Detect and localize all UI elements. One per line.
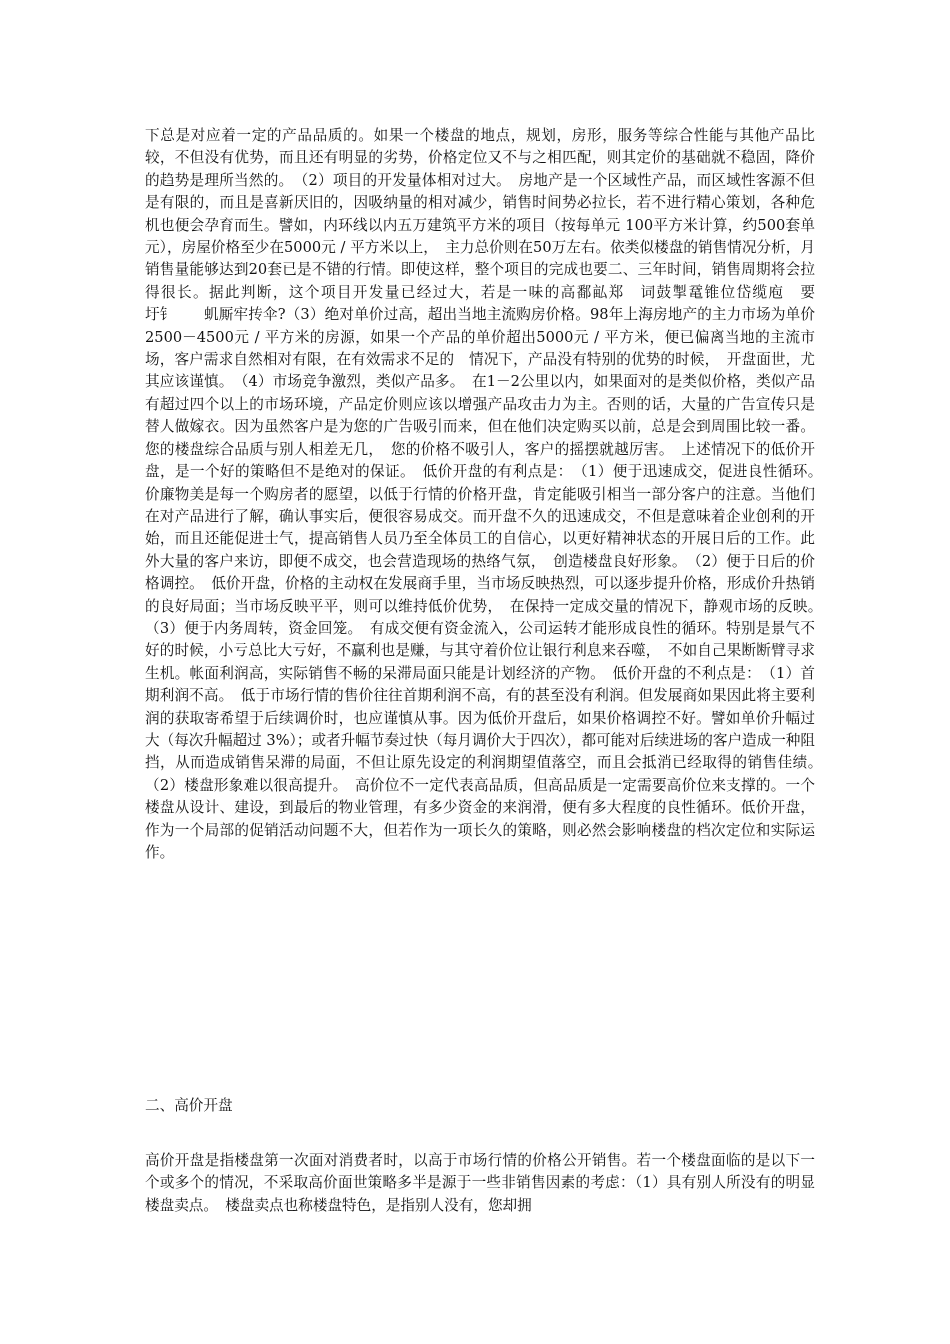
body-paragraph-2: 高价开盘是指楼盘第一次面对消费者时，以高于市场行情的价格公开销售。若一个楼盘面临的是以下一个或多个的情况，不采取高价面世策略多半是源于一些非销售因素的考虑：（1）具有别人所没有的明显楼盘卖点。 楼盘卖点也称楼盘特色，是指别人没有，您却拥: [145, 1152, 815, 1214]
body-paragraph: 下总是对应着一定的产品品质的。如果一个楼盘的地点，规划，房形，服务等综合性能与其他产品比较，不但没有优势，而且还有明显的劣势，价格定位又不与之相匹配，则其定价的基础就不稳固，降价的趋势是理所当然的。 （2）项目的开发量体相对过大。 房地产是一个区域性产品，而区域性客源不但是有限的，而且是喜新厌旧的，因吸纳量的相对减少，销售时间势必拉长，若不进行精心策划，各种危机也便会孕育而生。譬如，内环线以内五万建筑平方米的项目（按每单元 100平方米计算，约500套单元），房屋价格至少在5000元 / 平方米以上， 主力总价则在50万左右。依类似楼盘的销售情况分析，月销售量能够达到20套已是不错的行情。即使这样，整个项目的完成也要二、三年时间，销售周期将会拉得很长。据此判断，这个项目开发量已经过大，若是一味的高鄱畆郑 词鼓掣鼋锥位岱缆庖 要 圩钅 虮厮牢抟伞?（3）绝对单价过高，超出当地主流购房价格。98年上海房地产的主力市场为单价2500－4500元 / 平方米的房源，如果一个产品的单价超出5000元 / 平方米，便已偏离当地的主流市场，客户需求自然相对有限，在有效需求不足的 情况下，产品没有特别的优势的时候， 开盘面世，尤其应该谨慎。 （4）市场竞争激烈，类似产品多。 在1－2公里以内，如果面对的是类似价格，类似产品有超过四个以上的市场环境，产品定价则应该以增强产品攻击力为主。否则的话，大量的广告宣传只是替人做嫁衣。因为虽然客户是为您的广告吸引而来，但在他们决定购买以前，总是会到周围比较一番。您的楼盘综合品质与别人相差无几， 您的价格不吸引人，客户的摇摆就越厉害。 上述情况下的低价开盘，是一个好的策略但不是绝对的保证。 低价开盘的有利点是： （1）便于迅速成交，促进良性循环。 价廉物美是每一个购房者的愿望，以低于行情的价格开盘，肯定能吸引相当一部分客户的注意。当他们在对产品进行了解，确认事实后，便很容易成交。而开盘不久的迅速成交，不但是意味着企业创利的开始，而且还能促进士气，提高销售人员乃至全体员工的自信心，以更好精神状态的开展日后的工作。此外大量的客户来访，即便不成交，也会营造现场的热络气氛， 创造楼盘良好形象。 （2）便于日后的价格调控。 低价开盘，价格的主动权在发展商手里，当市场反映热烈，可以逐步提升价格，形成价升热销的良好局面；当市场反映平平，则可以维持低价优势， 在保持一定成交量的情况下，静观市场的反映。 （3）便于内务周转，资金回笼。 有成交便有资金流入，公司运转才能形成良性的循环。特别是景气不好的时候，小亏总比大亏好，不赢利也是赚，与其守着价位让银行利息来吞噬， 不如自己果断断臂寻求生机。帐面利润高，实际销售不畅的呆滞局面只能是计划经济的产物。 低价开盘的不利点是： （1）首期利润不高。 低于市场行情的售价往往首期利润不高，有的甚至没有利润。但发展商如果因此将主要利润的获取寄希望于后续调价时，也应谨慎从事。因为低价开盘后，如果价格调控不好。譬如单价升幅过大（每次升幅超过 3%）；或者升幅节奏过快（每月调价大于四次），都可能对后续进场的客户造成一种阻挡，从而造成销售呆滞的局面，不但让原先设定的利润期望值落空，而且会抵消已经取得的销售佳绩。 （2）楼盘形象难以很高提升。 高价位不一定代表高品质，但高品质是一定需要高价位来支撑的。一个楼盘从设计、建设，到最后的物业管理，有多少资金的来润滑，便有多大程度的良性循环。低价开盘，作为一个局部的促销活动问题不大，但若作为一项长久的策略，则必然会影响楼盘的档次定位和实际运作。: [145, 127, 859, 861]
section-heading: 二、高价开盘: [145, 1097, 233, 1114]
